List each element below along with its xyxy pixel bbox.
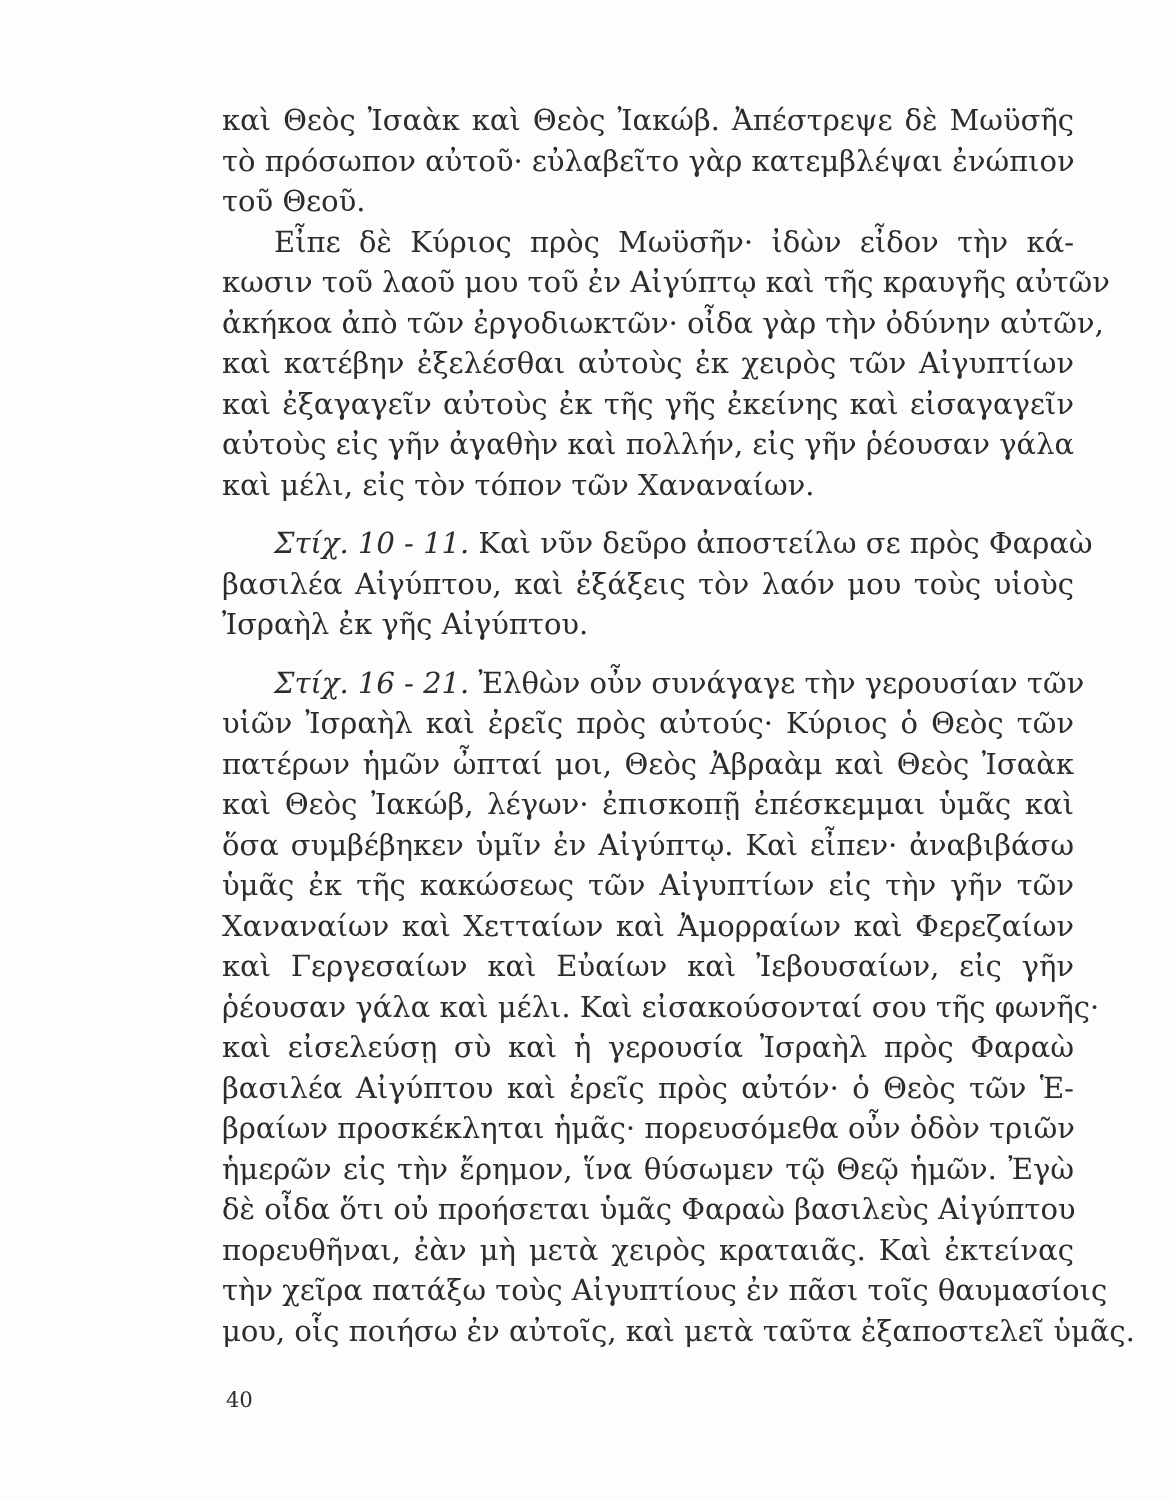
verse-reference: Στίχ. 10 - 11. [274,526,470,560]
text-line: βραίων προσκέκληται ἡμᾶς· πορευσόμεθα οὖν ὁδὸν τριῶν [222,1111,1075,1145]
text-line: κωσιν τοῦ λαοῦ μου τοῦ ἐν Αἰγύπτῳ καὶ τῆς κραυγῆς αὐτῶν [222,265,1110,299]
paragraph-4 [222,663,1135,1352]
text-line: καὶ ἐξαγαγεῖν αὐτοὺς ἐκ τῆς γῆς ἐκείνης καὶ εἰσαγαγεῖν [222,386,1074,421]
text-line: μου, οἷς ποιήσω ἐν αὐτοῖς, καὶ μετὰ ταῦτα ἐξαποστελεῖ ὑμᾶς. [222,1313,1135,1348]
paragraph-3 [222,523,1093,645]
paragraph-1 [222,100,1074,222]
paragraph-2 [222,222,1110,506]
text-line: καὶ κατέβην ἐξελέσθαι αὐτοὺς ἐκ χειρὸς τῶν Αἰγυπτίων [222,346,1074,380]
text-line: δὲ οἶδα ὅτι οὐ προήσεται ὑμᾶς Φαραὼ βασιλεὺς Αἰγύπτου [222,1192,1076,1226]
text-line: βασιλέα Αἰγύπτου καὶ ἐρεῖς πρὸς αὐτόν· ὁ Θεὸς τῶν Ἑ- [222,1070,1074,1105]
text-line: πορευθῆναι, ἐὰν μὴ μετὰ χειρὸς κραταιᾶς. Καὶ ἐκτείνας [222,1232,1074,1267]
text-line-rest: Ἐλθὼν οὖν συνάγαγε τὴν γερουσίαν τῶν [478,665,1085,700]
text-line: τοῦ Θεοῦ. [222,184,366,218]
text-line: ὑμᾶς ἐκ τῆς κακώσεως τῶν Αἰγυπτίων εἰς τὴν γῆν τῶν [222,868,1074,902]
text-line: αὐτοὺς εἰς γῆν ἀγαθὴν καὶ πολλήν, εἰς γῆν ῥέουσαν γάλα [222,427,1075,461]
text-line-rest: Καὶ νῦν δεῦρο ἀποστείλω σε πρὸς Φαραὼ [478,526,1093,560]
text-line: ῥέουσαν γάλα καὶ μέλι. Καὶ εἰσακούσονταί σου τῆς φωνῆς· [222,989,1100,1024]
text-line: τὸ πρόσωπον αὐτοῦ· εὐλαβεῖτο γὰρ κατεμβλέψαι ἐνώπιον [222,143,1075,178]
text-line: καὶ μέλι, εἰς τὸν τόπον τῶν Χαναναίων. [222,467,815,502]
text-line: καὶ Γεργεσαίων καὶ Εὐαίων καὶ Ἰεβουσαίων, εἰς γῆν [222,949,1074,983]
text-line: τὴν χεῖρα πατάξω τοὺς Αἰγυπτίους ἐν πᾶσι τοῖς θαυμασίοις [222,1273,1108,1307]
text-line: καὶ Θεὸς Ἰακώβ, λέγων· ἐπισκοπῇ ἐπέσκεμμαι ὑμᾶς καὶ [222,787,1074,821]
text-line [222,663,1085,704]
main-text [222,100,1135,1351]
text-line: ἡμερῶν εἰς τὴν ἔρημον, ἵνα θύσωμεν τῷ Θεῷ ἡμῶν. Ἐγὼ [222,1151,1074,1186]
text-line [222,523,1093,564]
text-line: Ἰσραὴλ ἐκ γῆς Αἰγύπτου. [222,607,589,641]
text-line: βασιλέα Αἰγύπτου, καὶ ἐξάξεις τὸν λαόν μου τοὺς υἱοὺς [222,566,1074,601]
text-line: ὅσα συμβέβηκεν ὑμῖν ἐν Αἰγύπτῳ. Καὶ εἶπεν· ἀναβιβάσω [222,827,1074,862]
text-line: ἀκήκοα ἀπὸ τῶν ἐργοδιωκτῶν· οἶδα γὰρ τὴν ὀδύνην αὐτῶν, [222,305,1104,340]
verse-reference: Στίχ. 16 - 21. [274,665,470,700]
text-line: καὶ Θεὸς Ἰσαὰκ καὶ Θεὸς Ἰακώβ. Ἀπέστρεψε δὲ Μωϋσῆς [222,103,1074,137]
text-line: υἱῶν Ἰσραὴλ καὶ ἐρεῖς πρὸς αὐτούς· Κύριος ὁ Θεὸς τῶν [222,706,1074,740]
text-line: Χαναναίων καὶ Χετταίων καὶ Ἀμορραίων καὶ Φερεζαίων [222,908,1074,943]
text-line: πατέρων ἡμῶν ὦπταί μοι, Θεὸς Ἀβραὰμ καὶ Θεὸς Ἰσαὰκ [222,746,1074,781]
text-line: καὶ εἰσελεύσῃ σὺ καὶ ἡ γερουσία Ἰσραὴλ πρὸς Φαραὼ [222,1030,1074,1064]
page-number: 40 [226,1388,253,1412]
text-line: Εἶπε δὲ Κύριος πρὸς Μωϋσῆν· ἰδὼν εἶδον τὴν κά- [274,224,1074,259]
